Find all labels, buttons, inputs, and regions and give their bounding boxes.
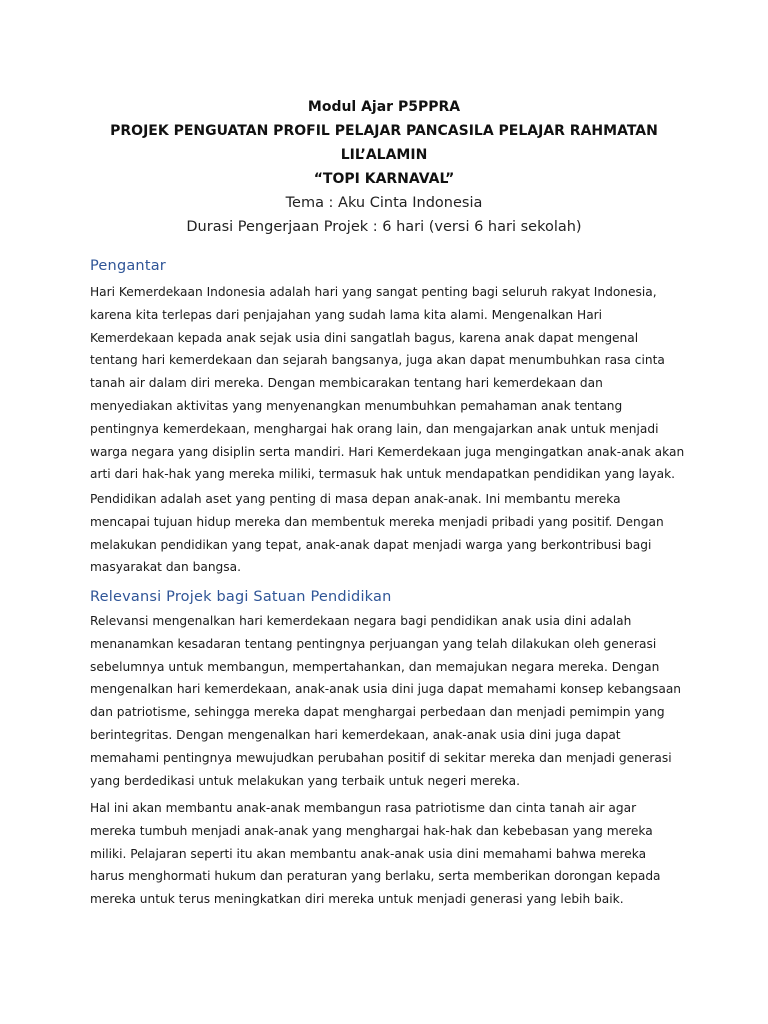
text-line: melakukan pendidikan yang tepat, anak-anak dapat menjadi warga yang berkontribusi bagi [90,537,652,552]
text-line: karena kita terlepas dari penjajahan yang sudah lama kita alami. Mengenalkan Hari [90,307,603,322]
paragraph-pengantar-1 [90,281,690,486]
section-heading-relevansi: Relevansi Projek bagi Satuan Pendidikan [90,589,392,605]
text-line: dan patriotisme, sehingga mereka dapat menghargai perbedaan dan menjadi pemimpin yang [90,705,665,720]
theme-text: Tema : Aku Cinta Indonesia [285,195,483,211]
project-title: PROJEK PENGUATAN PROFIL PELAJAR PANCASILA PELAJAR RAHMATAN [110,123,658,139]
text-line: pentingnya kemerdekaan, menghargai hak orang lain, dan mengajarkan anak untuk menjadi [90,421,659,436]
text-line: Kemerdekaan kepada anak sejak usia dini sangatlah bagus, karena anak dapat mengenal [90,330,639,345]
paragraph-relevansi-2 [90,797,690,911]
module-title: Modul Ajar P5PPRA [307,99,461,115]
text-line: arti dari hak-hak yang mereka miliki, termasuk hak untuk mendapatkan pendidikan yang layak. [90,467,676,482]
project-title-continued: LIL’ALAMIN [340,147,428,163]
project-name: “TOPI KARNAVAL” [313,171,455,187]
text-line: mengenalkan hari kemerdekaan, anak-anak usia dini juga dapat memahami konsep kebangsaan [90,682,682,697]
paragraph-relevansi-1 [90,610,690,792]
text-line: masyarakat dan bangsa. [90,560,241,575]
title-block [90,95,678,239]
text-line: menanamkan kesadaran tentang pentingnya perjuangan yang telah dilakukan oleh generasi [90,636,657,651]
text-line: Relevansi mengenalkan hari kemerdekaan negara bagi pendidikan anak usia dini adalah [90,614,632,628]
text-line: tentang hari kemerdekaan dan sejarah bangsanya, juga akan dapat menumbuhkan rasa cinta [90,353,665,368]
text-line: miliki. Pelajaran seperti itu akan membantu anak-anak usia dini memahami bahwa mereka [90,846,647,861]
text-line: berintegritas. Dengan mengenalkan hari kemerdekaan, anak-anak usia dini juga dapat [90,727,621,742]
text-line: Hari Kemerdekaan Indonesia adalah hari yang sangat penting bagi seluruh rakyat Indonesia, [90,285,657,299]
text-line: Hal ini akan membantu anak-anak membangun rasa patriotisme dan cinta tanah air agar [90,801,637,815]
text-line: mencapai tujuan hidup mereka dan membentuk mereka menjadi pribadi yang positif. Dengan [90,514,664,529]
text-line: menyediakan aktivitas yang menyenangkan menumbuhkan pemahaman anak tentang [90,398,623,413]
text-line: memahami pentingnya mewujudkan perubahan positif di sekitar mereka dan menjadi generasi [90,750,672,765]
text-line: mereka untuk terus meningkatkan diri mereka untuk menjadi generasi yang lebih baik. [90,892,624,907]
section-heading-pengantar: Pengantar [90,258,166,274]
text-line: sebelumnya untuk membangun, mempertahankan, dan memajukan negara mereka. Dengan [90,659,660,674]
text-line: Pendidikan adalah aset yang penting di masa depan anak-anak. Ini membantu mereka [90,492,621,506]
text-line: yang berdedikasi untuk melakukan yang terbaik untuk negeri mereka. [90,773,520,788]
text-line: harus menghormati hukum dan peraturan yang berlaku, serta memberikan dorongan kepada [90,869,661,884]
duration-text: Durasi Pengerjaan Projek : 6 hari (versi 6 hari sekolah) [186,219,582,235]
text-line: tanah air dalam diri mereka. Dengan membicarakan tentang hari kemerdekaan dan [90,376,603,391]
text-line: mereka tumbuh menjadi anak-anak yang menghargai hak-hak dan kebebasan yang mereka [90,823,653,838]
paragraph-pengantar-2 [90,488,690,579]
text-line: warga negara yang disiplin serta mandiri. Hari Kemerdekaan juga mengingatkan anak-anak akan [90,444,685,459]
